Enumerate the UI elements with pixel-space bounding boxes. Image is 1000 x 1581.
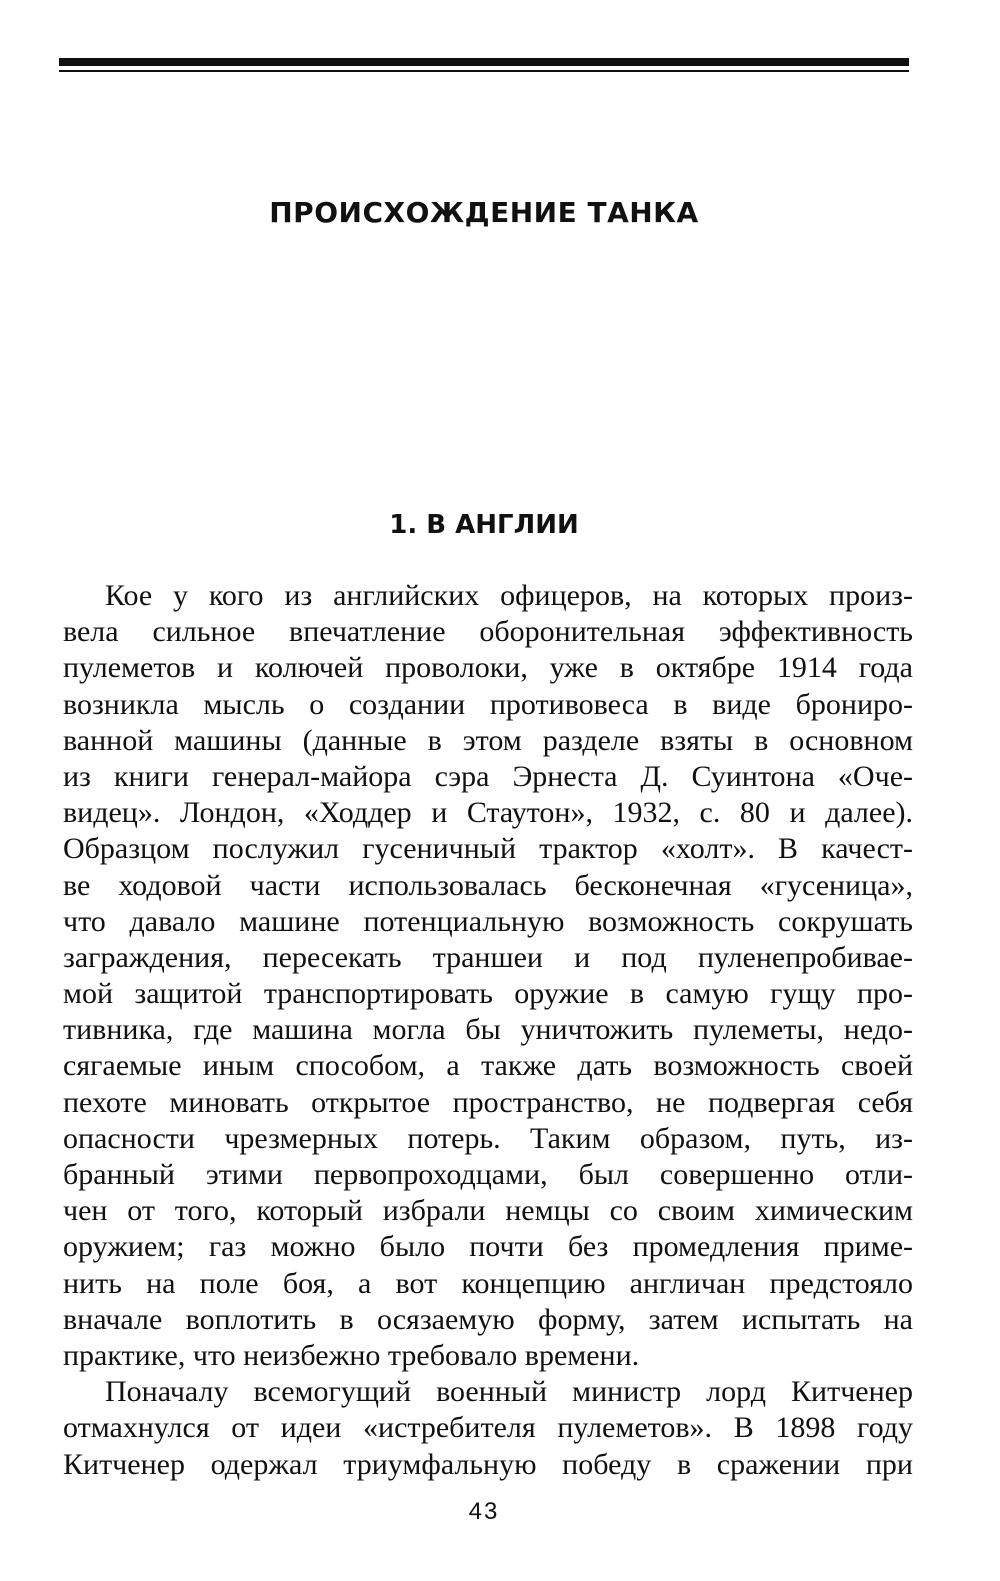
text-line: возникла мысль о создании противовеса в виде брониро-	[63, 687, 913, 721]
chapter-title: ПРОИСХОЖДЕНИЕ ТАНКА	[269, 196, 699, 229]
text-line: нить на поле боя, а вот концепцию англичан предстояло	[63, 1266, 913, 1300]
text-line: заграждения, пересекать траншеи и под пуленепробивае-	[63, 940, 913, 974]
text-line: вначале воплотить в осязаемую форму, затем испытать на	[63, 1302, 913, 1336]
text-line: Кое у кого из английских офицеров, на которых произ-	[105, 579, 913, 612]
text-line: Образцом послужил гусеничный трактор «холт». В качест-	[63, 832, 913, 866]
text-line: пехоте миновать открытое пространство, не подвергая себя	[63, 1085, 913, 1119]
text-line: из книги генерал-майора сэра Эрнеста Д. Суинтона «Оче-	[63, 759, 913, 793]
text-line: сягаемые иным способом, а также дать возможность своей	[63, 1049, 913, 1083]
text-line: ванной машины (данные в этом разделе взяты в основном	[63, 723, 913, 757]
paragraph-2	[63, 1374, 913, 1483]
text-line: видец». Лондон, «Ходдер и Стаутон», 1932, с. 80 и далее).	[63, 796, 913, 830]
text-line: бранный этими первопроходцами, был совершенно отли-	[63, 1158, 913, 1191]
page-number: 43	[468, 1498, 500, 1525]
text-line: что давало машине потенциальную возможность сокрушать	[63, 904, 913, 938]
text-line: чен от того, который избрали немцы со своим химическим	[63, 1194, 913, 1228]
body-text	[63, 578, 913, 1483]
text-line: практике, что неизбежно требовало времени.	[63, 1338, 640, 1372]
text-line: опасности чрезмерных потерь. Таким образом, путь, из-	[63, 1121, 913, 1155]
section-title: 1. В АНГЛИИ	[389, 510, 579, 540]
text-line: вела сильное впечатление оборонительная эффективность	[63, 615, 913, 649]
text-line: пулеметов и колючей проволоки, уже в октябре 1914 года	[63, 651, 913, 685]
header-rule-thick	[59, 58, 909, 66]
text-line: Поначалу всемогущий военный министр лорд Китченер	[105, 1375, 913, 1409]
header-rule-thin	[59, 70, 909, 72]
text-line: отмахнулся от идеи «истребителя пулеметов». В 1898 году	[63, 1411, 913, 1445]
text-line: тивника, где машина могла бы уничтожить пулеметы, недо-	[63, 1013, 913, 1047]
text-line: оружием; газ можно было почти без промедления приме-	[63, 1230, 913, 1264]
text-line: Китченер одержал триумфальную победу в сражении при	[63, 1447, 913, 1481]
text-line: ве ходовой части использовалась бесконечная «гусеница»,	[63, 868, 913, 902]
paragraph-1	[63, 578, 913, 1374]
text-line: мой защитой транспортировать оружие в самую гущу про-	[63, 977, 913, 1011]
